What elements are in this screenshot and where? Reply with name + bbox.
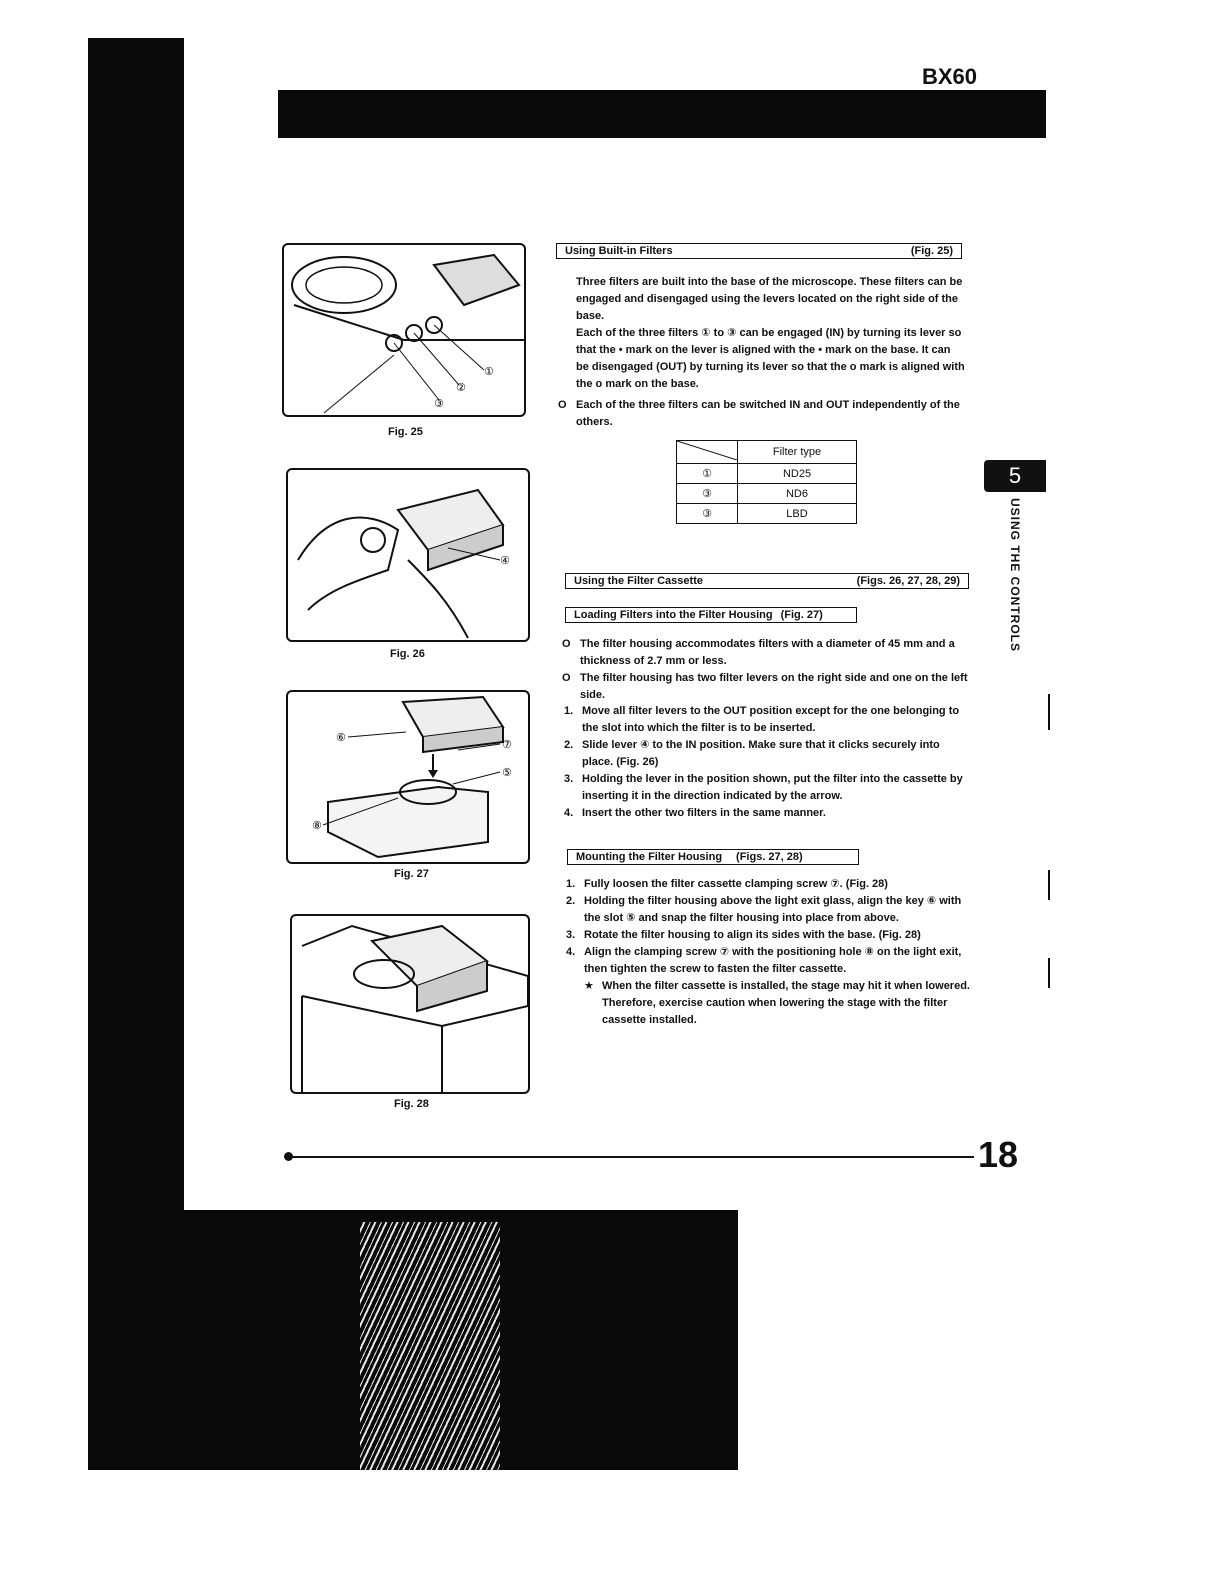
figure-28 xyxy=(290,914,530,1094)
caution-note xyxy=(566,978,974,1029)
fig25-callout-3: ③ xyxy=(434,398,444,410)
step-number: 2. xyxy=(564,739,574,751)
fig27-callout-5: ⑤ xyxy=(502,767,512,779)
section-mounting-ref: (Figs. 27, 28) xyxy=(736,851,803,863)
loading-steps xyxy=(564,703,972,822)
section-mounting-title: Mounting the Filter Housing xyxy=(576,851,723,863)
section-filter-cassette xyxy=(565,573,969,589)
page-number: 18 xyxy=(978,1134,1019,1175)
list-item xyxy=(566,927,974,944)
table-row-type: ND6 xyxy=(738,484,857,504)
table-row-num: ① xyxy=(677,464,738,484)
step-text: Align the clamping screw ⑦ with the positioning hole ⑧ on the light exit, then tighten the screw to fasten the filter cassette. xyxy=(584,946,962,975)
bullet-mark: O xyxy=(562,638,571,650)
list-item xyxy=(566,876,974,893)
table-corner-cell xyxy=(677,441,738,464)
step-number: 1. xyxy=(566,878,576,890)
fig27-callout-8: ⑧ xyxy=(312,820,322,832)
list-item xyxy=(566,893,974,927)
section-loading-filters-ref: (Fig. 27) xyxy=(780,609,823,621)
loading-bullet-1 xyxy=(562,636,972,670)
table-row-num: ③ xyxy=(677,484,738,504)
footer-rule xyxy=(288,1156,974,1158)
caution-note-text: When the filter cassette is installed, the stage may hit it when lowered. Therefore, exercise caution when lowering the stage with the filter cassette installed. xyxy=(602,980,970,1026)
built-in-para-2: Each of the three filters ① to ③ can be engaged (IN) by turning its lever so that the • mark on the lever is aligned with the • mark on the base. It can be disengaged (OUT) by turning its lever so that the o mark is aligned with the o mark on the base. xyxy=(576,327,965,390)
section-mounting-filter-housing xyxy=(567,849,859,865)
section-built-in-filters-title: Using Built-in Filters xyxy=(565,245,673,257)
step-text: Slide lever ④ to the IN position. Make sure that it clicks securely into place. (Fig. 26) xyxy=(582,739,940,768)
figure-25-illustration xyxy=(284,245,524,415)
loading-bullet-2-text: The filter housing has two filter levers on the right side and one on the left side. xyxy=(580,672,968,701)
figure-27-illustration xyxy=(288,692,528,862)
step-number: 4. xyxy=(564,807,574,819)
step-text: Fully loosen the filter cassette clamping screw ⑦. (Fig. 28) xyxy=(584,878,888,890)
step-text: Insert the other two filters in the same manner. xyxy=(582,807,826,819)
loading-bullet-1-text: The filter housing accommodates filters with a diameter of 45 mm and a thickness of 2.7 mm or less. xyxy=(580,638,955,667)
list-item xyxy=(564,737,972,771)
list-item xyxy=(564,771,972,805)
fig27-callout-6: ⑥ xyxy=(336,732,346,744)
section-loading-filters xyxy=(565,607,857,623)
header-bar xyxy=(278,90,1046,138)
chapter-tab-number: 5 xyxy=(984,460,1046,492)
section-filter-cassette-ref: (Figs. 26, 27, 28, 29) xyxy=(856,575,960,587)
step-number: 3. xyxy=(566,929,576,941)
model-title: BX60 xyxy=(922,64,978,89)
list-item xyxy=(566,944,974,978)
bullet-mark: O xyxy=(558,399,567,411)
scan-speckle-noise xyxy=(360,1222,500,1470)
list-item xyxy=(564,703,972,737)
table-header: Filter type xyxy=(738,441,857,464)
step-text: Holding the filter housing above the light exit glass, align the key ⑥ with the slot ⑤ and snap the filter housing into place from above. xyxy=(584,895,962,924)
step-text: Move all filter levers to the OUT position except for the one belonging to the slot into which the filter is to be inserted. xyxy=(582,705,960,734)
figure-26 xyxy=(286,468,530,642)
built-in-filters-body xyxy=(576,274,966,393)
figure-28-illustration xyxy=(292,916,528,1092)
fig25-callout-2: ② xyxy=(456,382,466,394)
section-loading-filters-title: Loading Filters into the Filter Housing xyxy=(574,609,773,621)
step-number: 4. xyxy=(566,946,576,958)
fig27-callout-7: ⑦ xyxy=(502,739,512,751)
table-row-num: ③ xyxy=(677,504,738,524)
table-row-type: LBD xyxy=(738,504,857,524)
built-in-para-1: Three filters are built into the base of the microscope. These filters can be engaged and disengaged using the levers located on the right side of the base. xyxy=(576,276,963,322)
section-built-in-filters xyxy=(556,243,962,259)
step-number: 3. xyxy=(564,773,574,785)
built-in-bullet-text: Each of the three filters can be switched IN and OUT independently of the others. xyxy=(576,399,960,428)
table-row-type: ND25 xyxy=(738,464,857,484)
fig25-callout-1: ① xyxy=(484,366,494,378)
mounting-steps xyxy=(566,876,974,1029)
figure-28-caption: Fig. 28 xyxy=(394,1098,429,1110)
bullet-mark: O xyxy=(562,672,571,684)
built-in-bullet xyxy=(558,397,968,431)
section-filter-cassette-title: Using the Filter Cassette xyxy=(574,575,703,587)
table-row xyxy=(677,484,857,504)
section-built-in-filters-ref: (Fig. 25) xyxy=(910,245,953,257)
margin-change-bar xyxy=(1048,958,1050,988)
figure-27-caption: Fig. 27 xyxy=(394,868,429,880)
step-number: 1. xyxy=(564,705,574,717)
step-number: 2. xyxy=(566,895,576,907)
filter-type-table xyxy=(676,440,857,524)
chapter-tab-label: USING THE CONTROLS xyxy=(1008,498,1022,653)
list-item xyxy=(564,805,972,822)
figure-25 xyxy=(282,243,526,417)
margin-change-bar xyxy=(1048,870,1050,900)
step-text: Rotate the filter housing to align its sides with the base. (Fig. 28) xyxy=(584,929,921,941)
step-text: Holding the lever in the position shown, put the filter into the cassette by inserting it in the direction indicated by the arrow. xyxy=(582,773,963,802)
table-row xyxy=(677,504,857,524)
table-row xyxy=(677,464,857,484)
loading-bullet-2 xyxy=(562,670,972,704)
figure-26-caption: Fig. 26 xyxy=(390,648,425,660)
fig26-callout-4: ④ xyxy=(500,555,510,567)
margin-change-bar xyxy=(1048,694,1050,730)
figure-26-illustration xyxy=(288,470,528,640)
figure-27 xyxy=(286,690,530,864)
table-diagonal xyxy=(677,441,737,460)
figure-25-caption: Fig. 25 xyxy=(388,426,423,438)
note-star-icon: ★ xyxy=(584,980,594,992)
